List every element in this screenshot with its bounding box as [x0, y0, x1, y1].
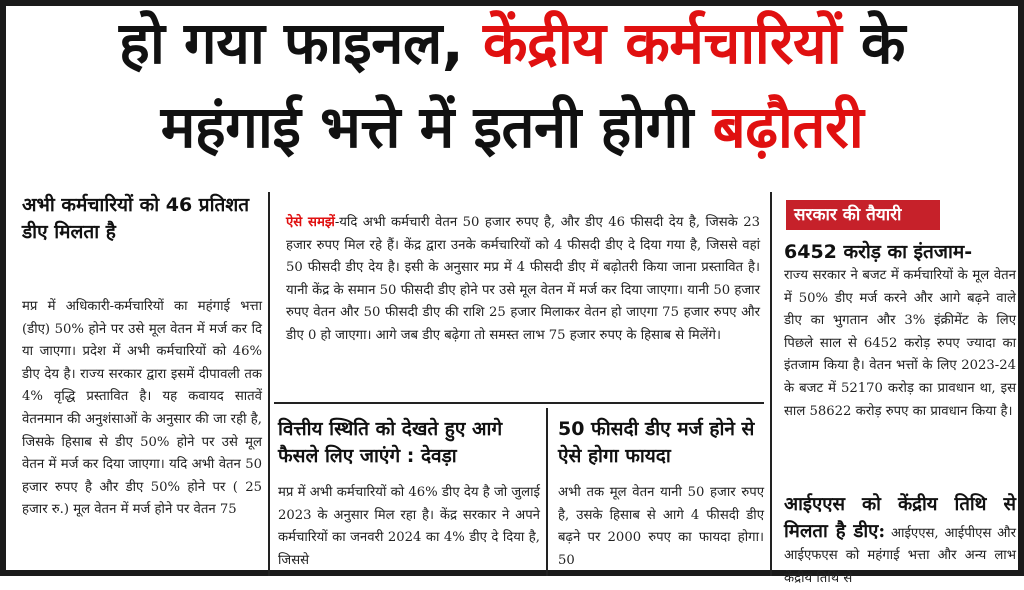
explainer-tag: ऐसे समझें [286, 215, 335, 230]
ias-headline: आईएएस को केंद्रीय तिथि से मिलता है डीए: [784, 494, 1016, 542]
center-section-divider [274, 402, 764, 404]
story-merge-benefit [558, 416, 764, 576]
column-divider-left [268, 192, 270, 576]
explainer-body: -यदि अभी कर्मचारी वेतन 50 हजार रुपए है, और डीए 46 फीसदी देय है, जिसके 23 हजार रुपए मिल रहे हैं। केंद्र द्वारा उनके कर्मचारियों को 4 फीसदी डीए दे दिया गया है, जिससे वहां 50 फीसदी डीए देय है। इसी के अनुसार मप्र में 4 फीसदी डीए में बढ़ोतरी किया जाना प्रस्तावित है। यानी केंद्र के समान 50 फीसदी डीए होने पर उसे मूल वेतन में मर्ज कर दिया जाएगा। यानी 50 हजार रुपए वेतन और 50 फीसदी डीए की राशि 25 हजार मिलाकर वेतन हो जाएगा 75 हजार रुपए और डीए 0 हो जाएगा। आगे जब डीए बढ़ेगा तो समस्त लाभ 75 हजार रुपए के हिसाब से मिलेंगे। [286, 215, 760, 343]
section-badge: सरकार की तैयारी [786, 200, 940, 230]
right-article-ias [784, 492, 1016, 586]
headline-line-2: महंगाई भत्ते में इतनी होगी बढ़ौतरी [160, 93, 864, 161]
right-article-budget [784, 240, 1016, 480]
budget-body: राज्य सरकार ने बजट में कर्मचारियों के मूल वेतन में 50% डीए मर्ज करने और आगे बढ़ने वाले डीए का भुगतान और 3% इंक्रीमेंट के लिए पिछले साल से 6452 करोड़ रुपए ज्यादा का इंतजाम किया है। वेतन भत्तों के लिए 2023-24 के बजट में 52170 करोड़ का प्रावधान था, इस साल 58622 करोड़ रुपए का प्रावधान किया है। [784, 268, 1016, 419]
left-article-body: मप्र में अधिकारी-कर्मचारियों का महंगाई भत्ता (डीए) 50% होने पर उसे मूल वेतन में मर्ज कर दि या जाएगा। प्रदेश में अभी कर्मचारियों को 46% डीए देय है। राज्य सरकार द्वारा इसमें दीपावली तक 4% वृद्धि प्रस्तावित है। यह कवायद सातवें वेतनमान की अनुशंसाओं के अनुसार की जा रही है, जिसके हिसाब से डीए 50% होने पर उसे मूल वेतन में मर्ज कर दिया जाएगा। यदि अभी वेतन 50 हजार रुपए है और डीए 50% होने पर ( 25 हजार रु.) मूल वेतन में मर्ज होने पर वेतन 75 [22, 299, 262, 518]
story-finance [278, 416, 540, 576]
ias-body: आईएएस, आईपीएस और आईएफएस को महंगाई भत्ता और अन्य लाभ केंद्रीय तिथि से [784, 525, 1016, 586]
left-subhead: अभी कर्मचारियों को 46 प्रतिशत डीए मिलता है [22, 194, 250, 243]
budget-headline: 6452 करोड़ का इंतजाम- [784, 241, 973, 263]
story-merge-headline: 50 फीसदी डीए मर्ज होने से ऐसे होगा फायदा [558, 418, 755, 467]
center-story-divider [546, 408, 548, 576]
center-explainer [286, 212, 760, 396]
left-article [22, 296, 262, 576]
story-merge-body: अभी तक मूल वेतन यानी 50 हजार रुपए है, उसके हिसाब से आगे 4 फीसदी डीए बढ़ने पर 2000 रुपए का फायदा होगा। 50 [558, 485, 764, 568]
column-divider-right [770, 192, 772, 576]
left-subhead-block [22, 192, 258, 282]
story-finance-body: मप्र में अभी कर्मचारियों को 46% डीए देय है जो जुलाई 2023 के अनुसार मिल रहा है। केंद्र सरकार ने अपने कर्मचारियों का जनवरी 2024 का 4% डीए दे दिया है, जिससे [278, 485, 540, 568]
headline-line-1: हो गया फाइनल, केंद्रीय कर्मचारियों के [119, 9, 905, 77]
story-finance-headline: वित्तीय स्थिति को देखते हुए आगे फैसले लिए जाएंगे : देवड़ा [278, 418, 503, 467]
